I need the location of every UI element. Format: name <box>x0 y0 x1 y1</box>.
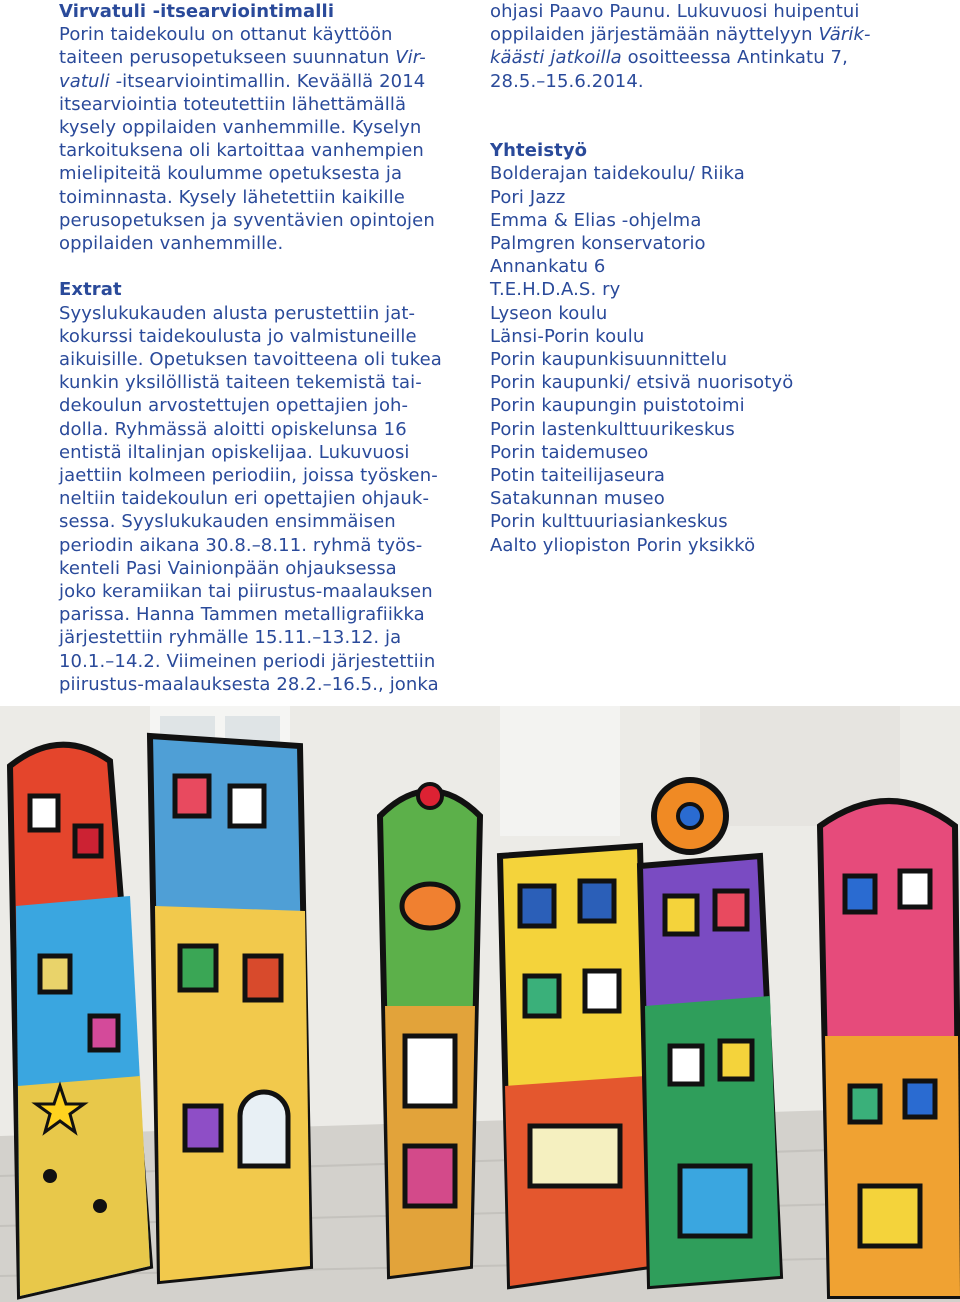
italic-term: vatuli <box>59 70 110 92</box>
partner-item: Palmgren konservatorio <box>490 233 706 254</box>
right-column <box>490 0 910 557</box>
body-line: joko keramiikan tai piirustus-maalauksen <box>59 581 433 603</box>
section-heading-extrat: Extrat <box>59 279 122 301</box>
body-line: mielipiteitä koulumme opetuksesta ja <box>59 163 403 185</box>
partner-item: Pori Jazz <box>490 186 566 208</box>
body-line: dekoulun arvostettujen opettajien joh- <box>59 395 409 417</box>
body-line: periodin aikana 30.8.–8.11. ryhmä työs- <box>59 534 423 556</box>
body-text: taiteen perusopetukseen suunnatun <box>59 47 390 69</box>
italic-term: Vir- <box>395 47 426 69</box>
body-text: oppilaiden järjestämään näyttelyyn <box>490 24 813 46</box>
body-line: parissa. Hanna Tammen metalligrafiikka <box>59 604 425 626</box>
artwork-photo <box>0 706 960 1302</box>
painted-tower <box>380 784 480 1276</box>
body-line: Porin taidekoulu on ottanut käyttöön <box>59 24 393 46</box>
body-line: järjestettiin ryhmälle 15.11.–13.12. ja <box>59 627 402 649</box>
partner-item: Potin taiteilijaseura <box>490 465 666 487</box>
body-line: perusopetuksen ja syventävien opintojen <box>59 209 435 231</box>
body-line: Syyslukukauden alusta perustettiin jat- <box>59 302 416 324</box>
body-line: dolla. Ryhmässä aloitti opiskelunsa 16 <box>59 418 407 440</box>
body-line: jaettiin kolmeen periodiin, joissa työsken- <box>59 465 438 487</box>
section-heading-yhteistyo: Yhteistyö <box>490 140 588 162</box>
body-line: itsearviointia toteutettiin lähettämällä <box>59 93 407 115</box>
body-line: ohjasi Paavo Paunu. Lukuvuosi huipentui <box>490 1 860 22</box>
partner-item: Porin kaupunkisuunnittelu <box>490 349 728 371</box>
body-text: -itsearviointimallin. Keväällä 2014 <box>109 70 426 92</box>
body-line: 10.1.–14.2. Viimeinen periodi järjestettiin <box>59 650 436 672</box>
section-heading-virvatuli: Virvatuli -itsearviointimalli <box>59 1 335 22</box>
partner-item: Annankatu 6 <box>490 256 606 278</box>
partner-item: Emma & Elias -ohjelma <box>490 209 702 231</box>
partner-item: Länsi-Porin koulu <box>490 325 645 347</box>
body-line: sessa. Syyslukukauden ensimmäisen <box>59 511 396 533</box>
body-line: entistä iltalinjan opiskelijaa. Lukuvuosi <box>59 441 410 463</box>
body-line <box>490 46 910 69</box>
partner-item: Porin taidemuseo <box>490 441 649 463</box>
italic-term: Värik- <box>818 24 871 46</box>
body-line <box>59 70 479 93</box>
body-line <box>490 23 910 46</box>
partner-item: Satakunnan museo <box>490 488 665 510</box>
partner-item: Bolderajan taidekoulu/ Riika <box>490 163 745 185</box>
partner-item: Lyseon koulu <box>490 302 608 324</box>
partner-item: Porin lastenkulttuurikeskus <box>490 418 735 440</box>
partner-list <box>490 162 910 556</box>
body-line: tarkoituksena oli kartoittaa vanhempien <box>59 140 424 162</box>
body-text: osoitteessa Antinkatu 7, <box>621 47 848 69</box>
body-line: toiminnasta. Kysely lähetettiin kaikille <box>59 186 405 208</box>
partner-item: Porin kaupungin puistotoimi <box>490 395 745 417</box>
body-line: kysely oppilaiden vanhemmille. Kyselyn <box>59 117 422 139</box>
left-column <box>59 0 479 696</box>
body-line: piirustus-maalauksesta 28.2.–16.5., jonka <box>59 673 439 695</box>
painted-tower <box>820 801 960 1296</box>
painted-tower <box>500 846 650 1286</box>
body-line: kokurssi taidekoulusta jo valmistuneille <box>59 325 417 347</box>
partner-item: Porin kulttuuriasiankeskus <box>490 511 728 533</box>
body-line: 28.5.–15.6.2014. <box>490 70 644 92</box>
body-line: oppilaiden vanhemmille. <box>59 233 284 255</box>
painted-tower <box>150 736 310 1281</box>
partner-item: Aalto yliopiston Porin yksikkö <box>490 534 756 556</box>
body-line: aikuisille. Opetuksen tavoitteena oli tukea <box>59 349 442 371</box>
italic-term: käästi jatkoilla <box>490 47 622 69</box>
partner-item: T.E.H.D.A.S. ry <box>490 279 621 301</box>
body-line: kunkin yksilöllistä taiteen tekemistä tai- <box>59 372 422 394</box>
partner-item: Porin kaupunki/ etsivä nuorisotyö <box>490 372 794 394</box>
body-line: kenteli Pasi Vainionpään ohjauksessa <box>59 557 397 579</box>
body-line <box>59 46 479 69</box>
body-line: neltiin taidekoulun eri opettajien ohjauk- <box>59 488 430 510</box>
